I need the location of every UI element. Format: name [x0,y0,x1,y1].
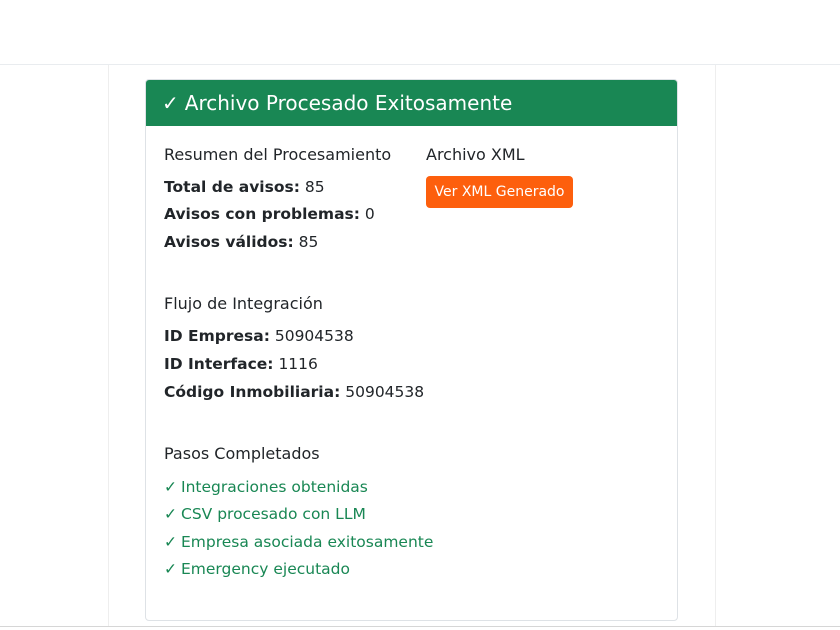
step-label: Emergency ejecutado [181,560,350,578]
card-title: Archivo Procesado Exitosamente [184,91,513,115]
integration-interface-value: 1116 [278,355,318,373]
summary-problems-label: Avisos con problemas: [164,205,360,223]
integration-inmobiliaria [164,383,424,401]
step-label: Empresa asociada exitosamente [181,533,434,551]
integration-empresa-label: ID Empresa: [164,327,270,345]
step-item [164,533,433,551]
step-item [164,478,368,496]
xml-title: Archivo XML [426,145,525,164]
integration-inmobiliaria-value: 50904538 [345,383,425,401]
view-xml-button[interactable]: Ver XML Generado [426,176,573,208]
check-icon: ✓ [164,533,177,551]
integration-title: Flujo de Integración [164,294,323,313]
summary-valid [164,233,318,251]
summary-title: Resumen del Procesamiento [164,145,392,164]
integration-inmobiliaria-label: Código Inmobiliaria: [164,383,341,401]
step-label: Integraciones obtenidas [181,478,368,496]
step-item [164,505,366,523]
step-label: CSV procesado con LLM [181,505,366,523]
summary-total [164,178,325,196]
integration-interface [164,355,318,373]
card-header [146,80,677,126]
integration-empresa-value: 50904538 [274,327,354,345]
summary-total-value: 85 [304,178,325,196]
summary-problems [164,205,375,223]
bottom-divider [0,626,840,627]
result-card [145,79,678,621]
summary-valid-value: 85 [298,233,319,251]
check-icon: ✓ [164,505,177,523]
check-icon: ✓ [162,91,179,115]
summary-valid-label: Avisos válidos: [164,233,294,251]
summary-total-label: Total de avisos: [164,178,300,196]
check-icon: ✓ [164,560,177,578]
top-bar [0,0,840,65]
summary-problems-value: 0 [364,205,375,223]
step-item [164,560,350,578]
steps-title: Pasos Completados [164,444,320,463]
integration-empresa [164,327,354,345]
integration-interface-label: ID Interface: [164,355,274,373]
check-icon: ✓ [164,478,177,496]
